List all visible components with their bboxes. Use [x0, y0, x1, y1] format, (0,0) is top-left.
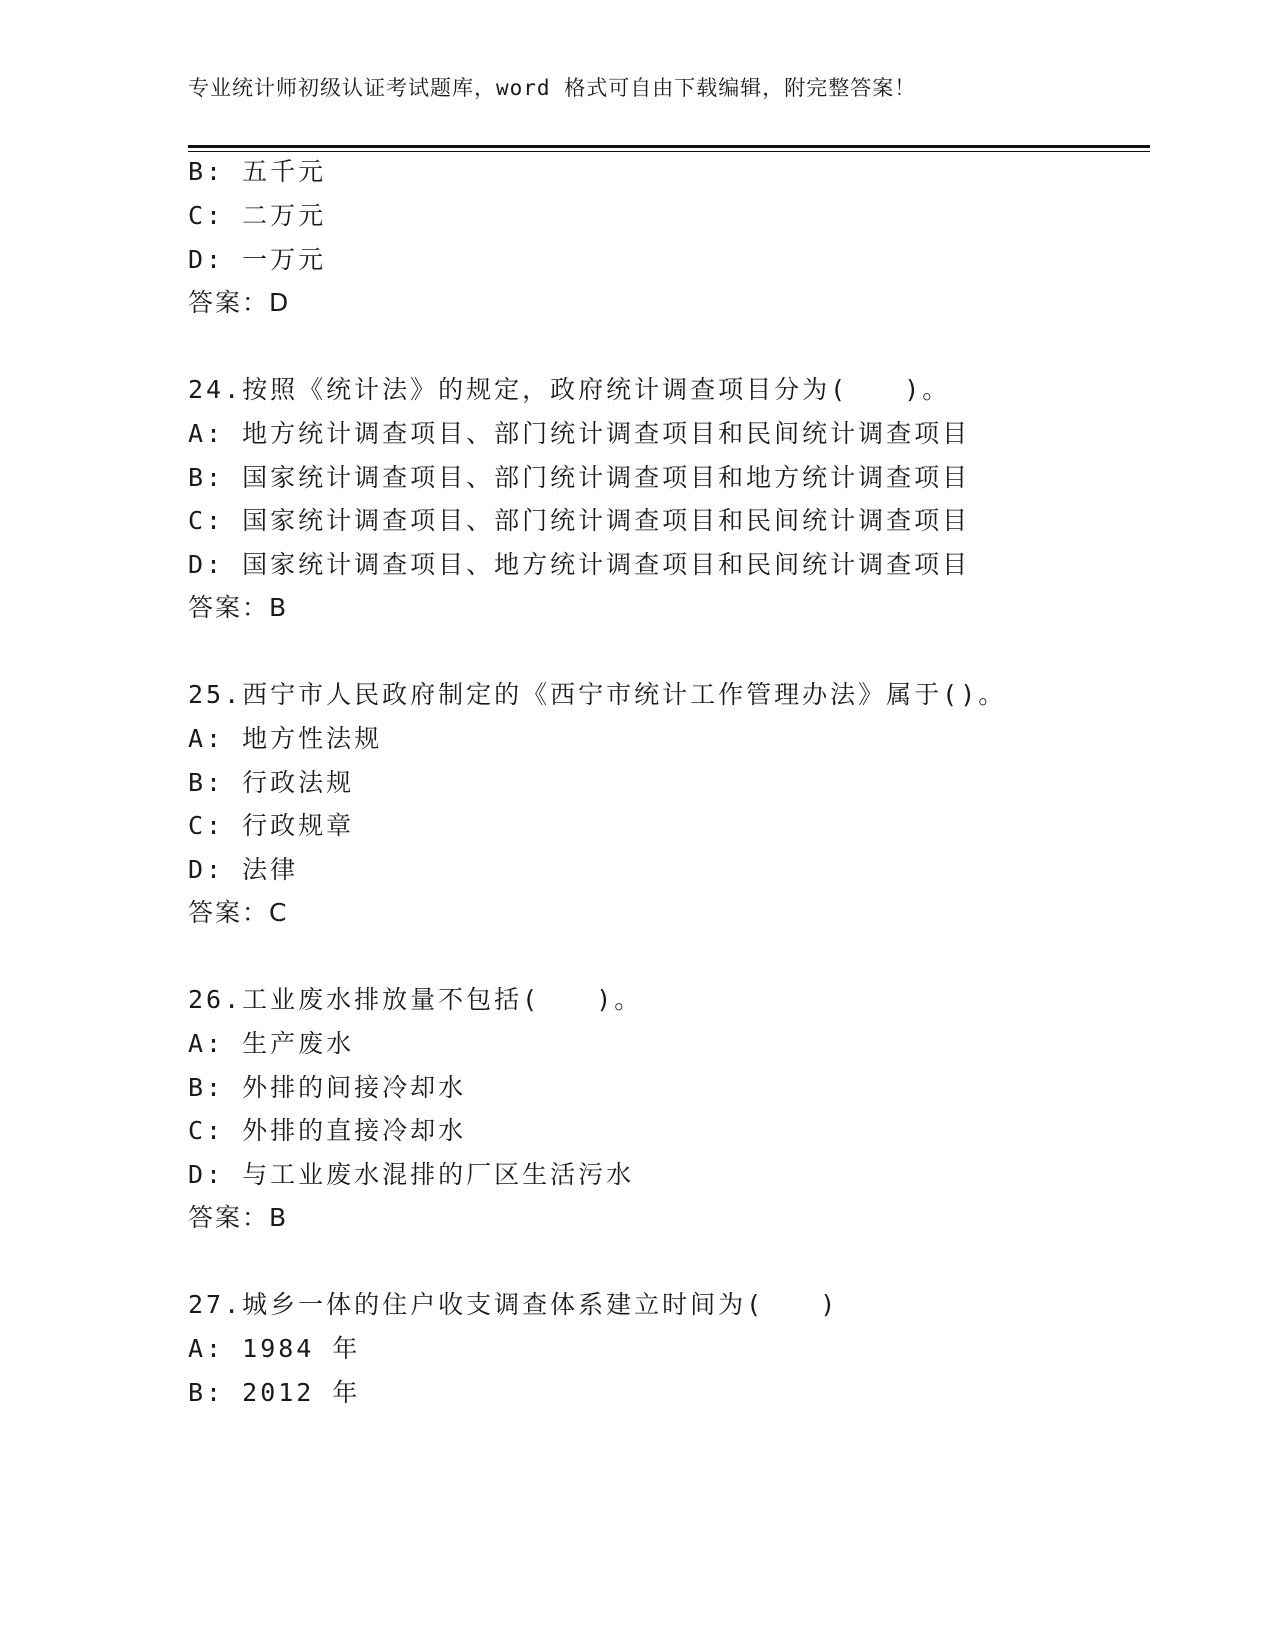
header-divider-thin [188, 151, 1150, 152]
q23-option-d: D: 一万元 [188, 245, 327, 274]
q27-option-a: A: 1984 年 [188, 1334, 361, 1363]
q23-answer: 答案：D [188, 288, 291, 317]
q24-question: 24.按照《统计法》的规定，政府统计调查项目分为( )。 [188, 375, 951, 404]
q26-option-d: D: 与工业废水混排的厂区生活污水 [188, 1160, 635, 1189]
q26-answer: 答案：B [188, 1203, 289, 1232]
q25-option-c: C: 行政规章 [188, 811, 355, 840]
q25-option-b: B: 行政法规 [188, 768, 355, 797]
q24-option-d: D: 国家统计调查项目、地方统计调查项目和民间统计调查项目 [188, 550, 971, 579]
q25-option-a: A: 地方性法规 [188, 724, 383, 753]
q24-option-c: C: 国家统计调查项目、部门统计调查项目和民间统计调查项目 [188, 506, 971, 535]
q24-option-b: B: 国家统计调查项目、部门统计调查项目和地方统计调查项目 [188, 463, 971, 492]
q26-option-b: B: 外排的间接冷却水 [188, 1073, 467, 1102]
q27-option-b: B: 2012 年 [188, 1378, 361, 1407]
q23-option-c: C: 二万元 [188, 201, 327, 230]
q26-question: 26.工业废水排放量不包括( )。 [188, 985, 643, 1014]
q25-option-d: D: 法律 [188, 855, 299, 884]
q25-answer: 答案：C [188, 898, 289, 927]
q26-option-c: C: 外排的直接冷却水 [188, 1116, 467, 1145]
q26-option-a: A: 生产废水 [188, 1029, 355, 1058]
q24-option-a: A: 地方统计调查项目、部门统计调查项目和民间统计调查项目 [188, 419, 971, 448]
page-header: 专业统计师初级认证考试题库，word 格式可自由下载编辑，附完整答案！ [188, 76, 917, 100]
q27-question: 27.城乡一体的住户收支调查体系建立时间为( ) [188, 1290, 839, 1319]
q23-option-b: B: 五千元 [188, 157, 327, 186]
header-divider-thick [188, 145, 1150, 148]
q25-question: 25.西宁市人民政府制定的《西宁市统计工作管理办法》属于()。 [188, 680, 1007, 709]
q24-answer: 答案：B [188, 593, 289, 622]
